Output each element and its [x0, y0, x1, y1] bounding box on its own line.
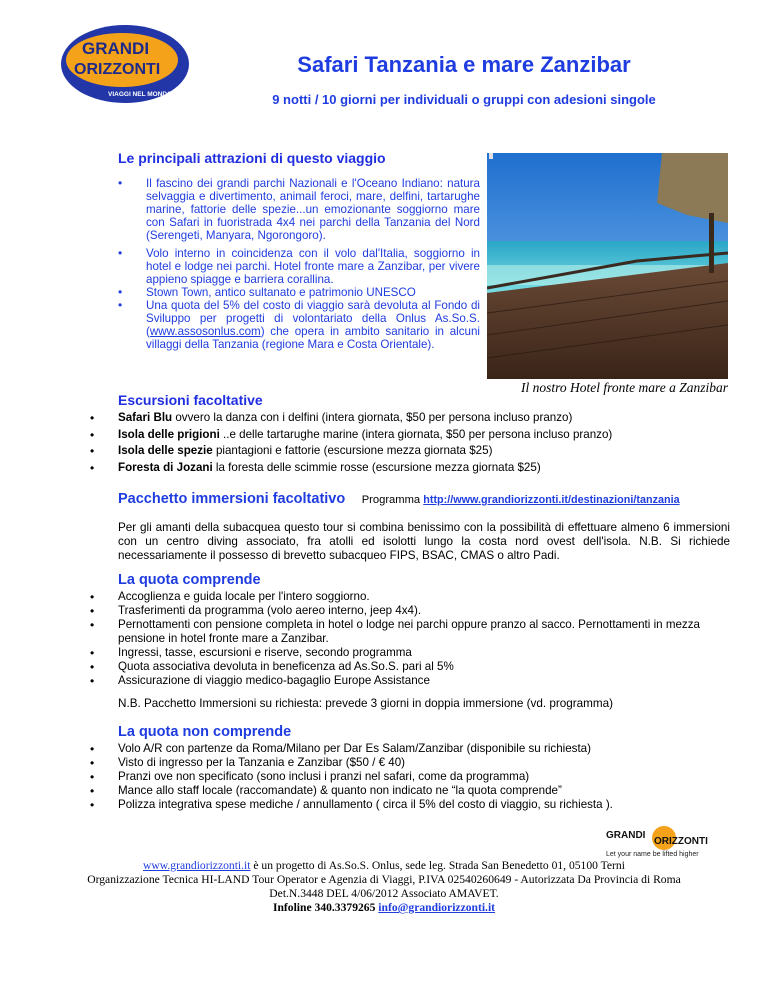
- footer-logo: [604, 826, 728, 858]
- excursions-list: [90, 410, 730, 476]
- excluded-item: • Volo A/R con partenze da Roma/Milano per Dar Es Salam/Zanzibar (disponibile su richiesta): [90, 742, 730, 756]
- excluded-list: [90, 742, 730, 812]
- footer-email-link[interactable]: info@grandiorizzonti.it: [378, 901, 496, 914]
- footer-infoline: [60, 901, 708, 915]
- diving-text: Per gli amanti della subacquea questo tour si combina benissimo con la possibilità di effettuare almeno 6 immersioni con un centro diving associato, fra atolli ed isolotti lungo la costa nord ovest dell'isola. N.B. Si richiede necessariamente il possesso di brevetto subacqueo FIPS, BSAC, CMAS o altro Padi.: [118, 521, 730, 562]
- excursion-name: Isola delle spezie: [118, 444, 213, 457]
- excursions-heading: Escursioni facoltative: [118, 392, 263, 408]
- footer-logo-line2: ORIZZONTI: [654, 836, 708, 847]
- diving-heading: Pacchetto immersioni facoltativo: [118, 491, 346, 507]
- footer-site-link[interactable]: www.grandiorizzonti.it: [143, 859, 251, 872]
- included-item: • Accoglienza e guida locale per l'intero soggiorno.: [90, 590, 730, 604]
- footer-line1-text: è un progetto di As.So.S. Onlus, sede leg. Strada San Benedetto 01, 05100 Terni: [250, 859, 625, 872]
- attraction-item: • Volo interno in coincidenza con il volo dal'Italia, soggiorno in hotel e lodge nei parchi. Hotel fronte mare a Zanzibar, per vivere appieno spiagge e barriera corallina.: [118, 247, 480, 286]
- excursion-desc: ovvero la danza con i delfini (intera giornata, $50 per persona incluso pranzo): [172, 411, 573, 424]
- included-heading: La quota comprende: [118, 572, 261, 588]
- excursion-item: [90, 410, 730, 427]
- attraction-item: [118, 299, 480, 351]
- excursion-name: Safari Blu: [118, 411, 173, 424]
- included-note: N.B. Pacchetto Immersioni su richiesta: prevede 3 giorni in doppia immersione (vd. programma): [118, 697, 613, 710]
- attractions-heading: Le principali attrazioni di questo viaggio: [118, 150, 386, 166]
- hotel-photo: [487, 153, 728, 379]
- excursion-item: [90, 443, 730, 460]
- logo-line1: GRANDI: [82, 39, 150, 58]
- excursion-desc: piantagioni e fattorie (escursione mezza giornata $25): [212, 444, 493, 457]
- footer: [60, 859, 708, 915]
- excursion-desc: ..e delle tartarughe marine (intera giornata, $50 per persona incluso pranzo): [219, 427, 613, 441]
- logo-line2: ORIZZONTI: [74, 61, 161, 78]
- diving-program-label: Programma: [361, 494, 424, 506]
- attraction-item-text: ) che opera in ambito sanitario in alcuni villaggi della Tanzania (regione Mara e Costa Orientale).: [146, 325, 480, 351]
- included-list: [90, 590, 730, 688]
- assosonlus-link[interactable]: www.assosonlus.com: [149, 325, 261, 338]
- footer-line2: Organizzazione Tecnica HI-LAND Tour Operator e Agenzia di Viaggi, P.IVA 02540260649 - Autorizzata Da Provincia di Roma Det.N.3448 DEL 4/06/2012 Associato AMAVET.: [87, 873, 681, 900]
- page-subtitle: 9 notti / 10 giorni per individuali o gruppi con adesioni singole: [272, 92, 656, 107]
- footer-logo-slogan: Let your name be lifted higher: [606, 851, 699, 858]
- excluded-item: • Polizza integrativa spese mediche / annullamento ( circa il 5% del costo di viaggio, su richiesta ).: [90, 798, 730, 812]
- attractions-list: [118, 177, 480, 351]
- excluded-item: • Pranzi ove non specificato (sono inclusi i pranzi nel safari, come da programma): [90, 770, 730, 784]
- logo-tagline: VIAGGI NEL MONDO: [108, 91, 173, 98]
- footer-logo-line1: GRANDI: [606, 830, 646, 841]
- attraction-item: • Il fascino dei grandi parchi Nazionali e l'Oceano Indiano: natura selvaggia e divertimento, animail feroci, mare, delfini, tartarughe marine, fattorie delle spezie...un emozionante soggiorno mare con Safari in fuoristrada 4x4 nei parchi della Tanzania del Nord (Serengeti, Manyara, Ngorongoro).: [118, 177, 480, 242]
- footer-infoline-label: Infoline 340.3379265: [272, 901, 379, 914]
- excursion-item: [90, 460, 730, 477]
- attraction-item: • Stown Town, antico sultanato e patrimonio UNESCO: [118, 286, 480, 299]
- diving-program-link[interactable]: http://www.grandiorizzonti.it/destinazioni/tanzania: [423, 494, 680, 506]
- included-item: • Ingressi, tasse, escursioni e riserve, secondo programma: [90, 646, 730, 660]
- diving-header: [118, 490, 738, 508]
- included-item: • Trasferimenti da programma (volo aereo interno, jeep 4x4).: [90, 604, 730, 618]
- photo-caption: Il nostro Hotel fronte mare a Zanzibar: [520, 380, 728, 395]
- footer-line1: [60, 859, 708, 873]
- excursion-desc: la foresta delle scimmie rosse (escursione mezza giornata $25): [212, 460, 541, 474]
- excursion-name: Isola delle prigioni: [118, 427, 220, 441]
- excluded-item: • Visto di ingresso per la Tanzania e Zanzibar ($50 / € 40): [90, 756, 730, 770]
- excluded-item: • Mance allo staff locale (raccomandate) & quanto non indicato ne “la quota comprende”: [90, 784, 730, 798]
- excluded-heading: La quota non comprende: [118, 724, 292, 740]
- included-item: • Assicurazione di viaggio medico-bagaglio Europe Assistance: [90, 674, 730, 688]
- grandi-orizzonti-logo: [60, 24, 190, 104]
- excursion-item: [90, 427, 730, 444]
- excursion-name: Foresta di Jozani: [118, 460, 213, 474]
- included-item: • Pernottamenti con pensione completa in hotel o lodge nei parchi oppure pranzo al sacco. Pernottamenti in mezza pensione in hotel fronte mare a Zanzibar.: [90, 618, 730, 646]
- page-title: Safari Tanzania e mare Zanzibar: [297, 52, 631, 77]
- included-item: • Quota associativa devoluta in beneficenza ad As.So.S. pari al 5%: [90, 660, 730, 674]
- attraction-item-text: Una quota del 5% del costo di viaggio sarà devoluta al Fondo di Sviluppo per progetti di volontariato della Onlus As.So.S. (: [146, 299, 480, 338]
